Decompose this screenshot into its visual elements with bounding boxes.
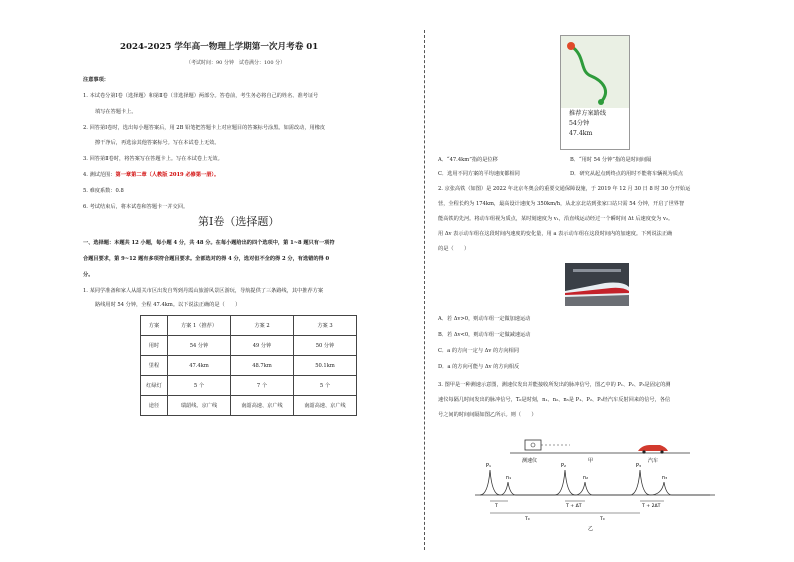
- n2-label: n₂: [583, 475, 589, 481]
- table-cell: 50.1km: [294, 356, 357, 376]
- q3-stem-1: 3. 图甲是一种测速示意图，测速仪发出并能接收所发出的脉冲信号，图乙中的 P₁、P₂、P₃是固定的测: [438, 382, 671, 388]
- table-cell: 7 个: [231, 376, 294, 396]
- yi-label: 乙: [588, 526, 594, 532]
- table-row: [141, 356, 357, 376]
- note-6: 6. 考试结束后，将本试卷和答题卡一并交回。: [83, 204, 189, 210]
- table-cell: 50 分钟: [294, 336, 357, 356]
- note-1: 1. 本试卷分第Ⅰ卷（选择题）和第Ⅱ卷（非选择题）两部分。答卷前，考生务必将自己的姓名、准考证号: [83, 93, 319, 99]
- q1-option-c: C．选用不同方案的平均速度都相同: [438, 171, 520, 177]
- train-image: [565, 263, 629, 306]
- table-row: [141, 396, 357, 416]
- q2-stem-2: 营，全程长约为 174km，最高设计速度为 350km/h，从北京北站到张家口站只需 54 分钟，开启了世界智: [438, 201, 685, 207]
- q1-stem-1: 1. 某同学准备和家人从韶关市区出发自驾到丹霞山旅游风景区游玩，导航提供了三条路线，其中推荐方案: [83, 288, 324, 294]
- table-cell: 用时: [141, 336, 168, 356]
- table-header-cell: 方案: [141, 316, 168, 336]
- speed-measure-diagram: [470, 420, 720, 545]
- car-label: 汽车: [648, 458, 659, 464]
- q2-stem-4: 用 Δv 表示动车组在这段时间内速度的变化量，用 a 表示动车组在这段时间内的加速度。下列说法正确: [438, 231, 673, 237]
- period-label-2: T₀: [600, 517, 605, 522]
- column-divider: [424, 30, 425, 550]
- note-1b: 填写在答题卡上。: [95, 109, 137, 115]
- table-row: [141, 376, 357, 396]
- n1-label: n₁: [506, 475, 512, 481]
- map-caption-time: 54分钟: [569, 120, 590, 127]
- section-instr-3: 分。: [83, 272, 94, 278]
- table-cell: 南韶高速、京广线: [294, 396, 357, 416]
- section-instr-2: 合题目要求，第 9~12 题有多项符合题目要求。全部选对的得 4 分，选对但不全的得 2 分，有选错的得 0: [83, 256, 330, 262]
- q2-stem-3: 能高铁的先河。将动车组视为质点，某时刻速度为 v₁，沿直线运动经过一个瞬时间 Δt 后速度变为 v₂。: [438, 216, 674, 222]
- interval-label-3: T + 2ΔT: [642, 504, 661, 509]
- table-header-cell: 方案 1（推荐）: [168, 316, 231, 336]
- note-4: [83, 172, 219, 179]
- map-caption: [561, 108, 629, 149]
- jia-label: 甲: [588, 458, 594, 464]
- table-cell: 红绿灯: [141, 376, 168, 396]
- q2-option-c: C．a 的方向一定与 Δv 的方向相同: [438, 348, 519, 354]
- note-4-scope: 第一章第二章（人教版 2019 必修第一册）。: [115, 172, 220, 178]
- section-instr-1: 一、选择题：本题共 12 小题，每小题 4 分，共 48 分。在每小题给出的四个选项中，第 1~8 题只有一项符: [83, 240, 335, 246]
- car-icon: [638, 445, 668, 451]
- table-header-cell: 方案 2: [231, 316, 294, 336]
- q1-stem-2: 路线用时 54 分钟，全程 47.4km。以下说法正确的是（ ）: [95, 302, 241, 308]
- table-cell: 瑞韶线、京广线: [168, 396, 231, 416]
- route-table: [140, 315, 357, 416]
- n3-label: n₃: [662, 475, 668, 481]
- q2-stem-5: 的是（ ）: [438, 246, 470, 252]
- device-label: 测速仪: [522, 458, 538, 464]
- notes-heading: 注意事项：: [83, 77, 109, 83]
- note-5: 5. 难度系数：0.8: [83, 188, 124, 194]
- q2-option-b: B．若 Δv<0，则动车组一定做减速运动: [438, 332, 531, 338]
- p3-label: P₃: [636, 463, 642, 469]
- period-label-1: T₀: [525, 517, 530, 522]
- q1-option-d: D．研究从起点到终点的用时不能将车辆视为质点: [570, 171, 684, 177]
- q2-stem-1: 2. 京张高铁（如图）是 2022 年北京冬奥会的重要交通保障设施，于 2019 年 12 月 30 日 8 时 30 分开始运: [438, 186, 691, 192]
- route-map-image: [560, 35, 630, 150]
- table-cell: 5 个: [294, 376, 357, 396]
- table-header-cell: 方案 3: [294, 316, 357, 336]
- table-cell: 里程: [141, 356, 168, 376]
- p2-label: P₂: [561, 463, 567, 469]
- note-4-label: 4. 测试范围：: [83, 172, 116, 178]
- table-cell: 47.4km: [168, 356, 231, 376]
- interval-label-1: T: [495, 504, 498, 509]
- map-caption-distance: 47.4km: [569, 130, 593, 137]
- table-cell: 49 分钟: [231, 336, 294, 356]
- table-header-row: [141, 316, 357, 336]
- exam-title: 2024-2025 学年高一物理上学期第一次月考卷 01: [120, 42, 319, 52]
- interval-label-2: T + ΔT: [566, 504, 582, 509]
- table-cell: 48.7km: [231, 356, 294, 376]
- table-cell: 南韶高速、京广线: [231, 396, 294, 416]
- speed-gun-icon: [525, 440, 541, 450]
- exam-subtitle: （考试时间：90 分钟 试卷满分：100 分）: [186, 60, 286, 66]
- map-route-icon: [561, 36, 629, 108]
- table-cell: 5 个: [168, 376, 231, 396]
- q3-stem-3: 号之间的时间间隔如图乙所示。则（ ）: [438, 412, 537, 418]
- q1-option-b: B．“用时 54 分钟”指的是时间间隔: [570, 157, 652, 163]
- pulse-waveform: [480, 470, 710, 495]
- table-cell: 54 分钟: [168, 336, 231, 356]
- q2-option-d: D．a 的方向可能与 Δv 的方向相反: [438, 364, 520, 370]
- map-caption-title: 推荐方案路线: [569, 110, 607, 117]
- p1-label: P₁: [486, 463, 492, 469]
- q1-option-a: A．“47.4km”指的是位移: [438, 157, 498, 163]
- table-cell: 途径: [141, 396, 168, 416]
- section-heading: 第Ⅰ卷（选择题）: [198, 215, 280, 228]
- note-3: 3. 回答第Ⅱ卷时，将答案写在答题卡上。写在本试卷上无效。: [83, 156, 223, 162]
- q3-stem-2: 速仪每隔几时间发出的脉冲信号，T₀是时刻，n₁、n₂、n₃是 P₁、P₂、P₃经汽车反射回来的信号，各信: [438, 397, 671, 403]
- q2-option-a: A．若 Δv>0，则动车组一定做加速运动: [438, 316, 531, 322]
- table-row: [141, 336, 357, 356]
- note-2: 2. 回答第Ⅰ卷时，选出每小题答案后，用 2B 铅笔把答题卡上对应题目的答案标号涂黑。如需改动，用橡皮: [83, 125, 326, 131]
- note-2b: 擦干净后，再选涂其他答案标号。写在本试卷上无效。: [95, 140, 220, 146]
